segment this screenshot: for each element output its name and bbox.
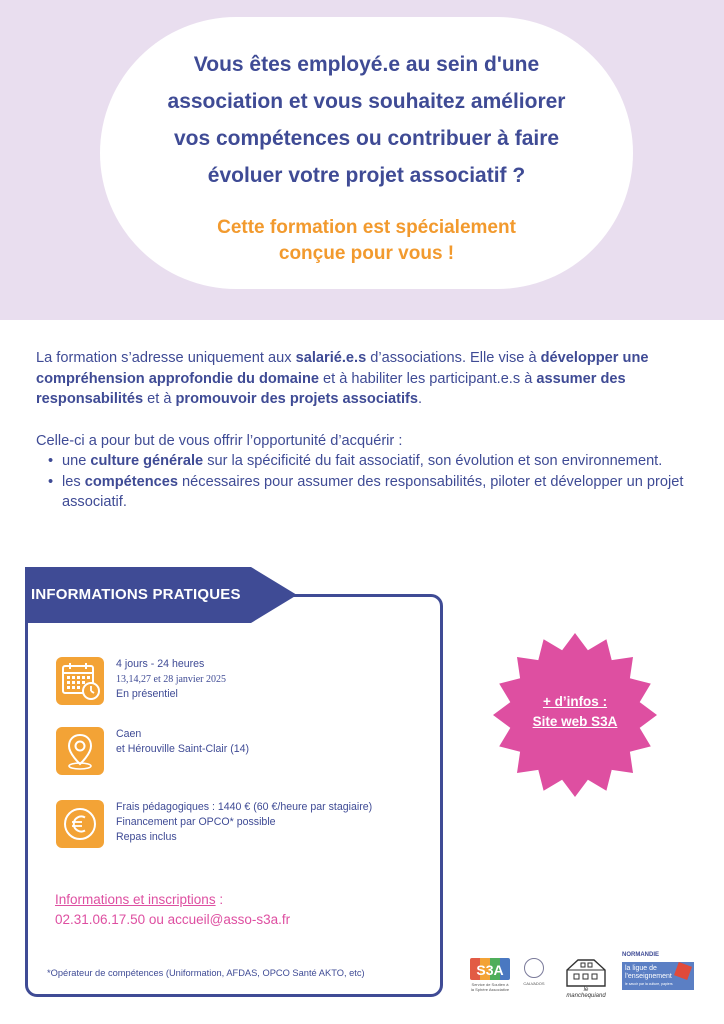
bullet-text: une bbox=[62, 453, 91, 469]
intro-text: et à habiliter les participant.e.s à bbox=[318, 370, 537, 387]
ligue-tagline: le savoir par la culture, papiers bbox=[625, 982, 673, 986]
registration-link[interactable]: Informations et inscriptions bbox=[55, 892, 216, 907]
intro-text: d’associations. Elle vise à bbox=[366, 350, 541, 366]
hero-question-line: évoluer votre projet associatif ? bbox=[207, 164, 526, 187]
intro-text: . bbox=[418, 391, 423, 407]
intro-highlight: développer une compréhension approfondie du domaine bbox=[36, 350, 649, 387]
hero-answer bbox=[100, 215, 633, 267]
intro-highlight: assumer des responsabilités bbox=[36, 370, 626, 407]
hero-section bbox=[0, 0, 724, 320]
hero-bubble bbox=[100, 17, 633, 289]
calvados-logo-circle bbox=[524, 958, 544, 978]
ligue-region: NORMANDIE bbox=[622, 952, 659, 958]
contact-details[interactable]: 02.31.06.17.50 ou accueil@asso-s3a.fr bbox=[55, 912, 291, 927]
badge-text[interactable] bbox=[492, 692, 658, 732]
hero-question-line: Vous êtes employé.e au sein d'une bbox=[193, 53, 540, 76]
bullet-highlight: culture générale bbox=[90, 453, 204, 469]
s3a-logo bbox=[470, 958, 510, 994]
practical-info-card bbox=[25, 594, 443, 997]
hero-question bbox=[100, 46, 633, 194]
s3a-logo-subtitle: Service de Soutien à la Sphère Associative bbox=[470, 982, 510, 992]
registration-colon: : bbox=[215, 892, 224, 907]
skills-list-item bbox=[36, 472, 696, 513]
badge-line-1[interactable]: + d’infos : bbox=[542, 694, 608, 709]
euro-coin-icon bbox=[56, 800, 104, 848]
info-duration-text bbox=[116, 657, 436, 702]
location-pin-icon bbox=[56, 727, 104, 775]
ligue-name: la ligue de l'enseignement bbox=[625, 965, 672, 980]
intro-paragraph-2: Celle-ci a pour but de vous offrir l’opportunité d’acquérir : bbox=[36, 432, 403, 449]
ligue-enseignement-logo bbox=[622, 952, 694, 996]
bullet-text: sur la spécificité du fait associatif, son évolution et son environnement. bbox=[203, 453, 663, 469]
meals-label: Repas inclus bbox=[116, 831, 177, 843]
intro-paragraph bbox=[36, 348, 696, 410]
bullet-highlight: compétences bbox=[84, 473, 178, 490]
house-logo bbox=[564, 956, 608, 999]
intro-text bbox=[36, 348, 696, 513]
hero-answer-line: Cette formation est spécialement bbox=[217, 217, 516, 238]
house-logo-text: le manchequiand bbox=[566, 987, 606, 999]
calvados-logo-text: CALVADOS bbox=[523, 981, 545, 986]
duration-label: 4 jours - 24 heures bbox=[116, 658, 205, 670]
bullet-text: nécessaires pour assumer des responsabilités, piloter et développer un projet associatif. bbox=[62, 473, 684, 510]
website-link[interactable]: Site web S3A bbox=[532, 714, 618, 729]
practical-info-title: INFORMATIONS PRATIQUES bbox=[31, 586, 241, 603]
contact-block bbox=[55, 890, 290, 930]
opco-footnote: *Opérateur de compétences (Uniformation, AFDAS, OPCO Santé AKTO, etc) bbox=[47, 968, 365, 978]
dates-label: 13,14,27 et 28 janvier 2025 bbox=[116, 674, 226, 685]
info-fees-text bbox=[116, 800, 436, 845]
skills-list bbox=[36, 451, 696, 513]
info-location-text bbox=[116, 727, 436, 757]
intro-highlight: promouvoir des projets associatifs bbox=[175, 391, 419, 407]
intro-highlight: salarié.e.s bbox=[295, 350, 367, 366]
format-label: En présentiel bbox=[116, 688, 178, 700]
city-label: Caen bbox=[116, 728, 142, 740]
hero-question-line: vos compétences ou contribuer à faire bbox=[173, 127, 560, 150]
intro-text: et à bbox=[143, 391, 176, 407]
s3a-logo-text: S3A bbox=[476, 962, 504, 978]
bullet-text: les bbox=[62, 473, 85, 490]
calendar-clock-icon bbox=[56, 657, 104, 705]
skills-list-item bbox=[36, 451, 696, 472]
intro-text: La formation s’adresse uniquement aux bbox=[36, 350, 296, 366]
practical-info-banner bbox=[25, 567, 297, 623]
hero-question-line: association et vous souhaitez améliorer bbox=[167, 90, 566, 113]
more-info-badge[interactable] bbox=[492, 632, 658, 798]
house-icon bbox=[564, 956, 608, 988]
calvados-logo bbox=[522, 958, 546, 990]
city-label-2: et Hérouville Saint-Clair (14) bbox=[116, 743, 250, 755]
hero-answer-line: conçue pour vous ! bbox=[278, 243, 455, 264]
fees-label: Frais pédagogiques : 1440 € (60 €/heure par stagiaire) bbox=[116, 801, 373, 813]
funding-label: Financement par OPCO* possible bbox=[116, 816, 276, 828]
partner-logos bbox=[470, 950, 700, 998]
